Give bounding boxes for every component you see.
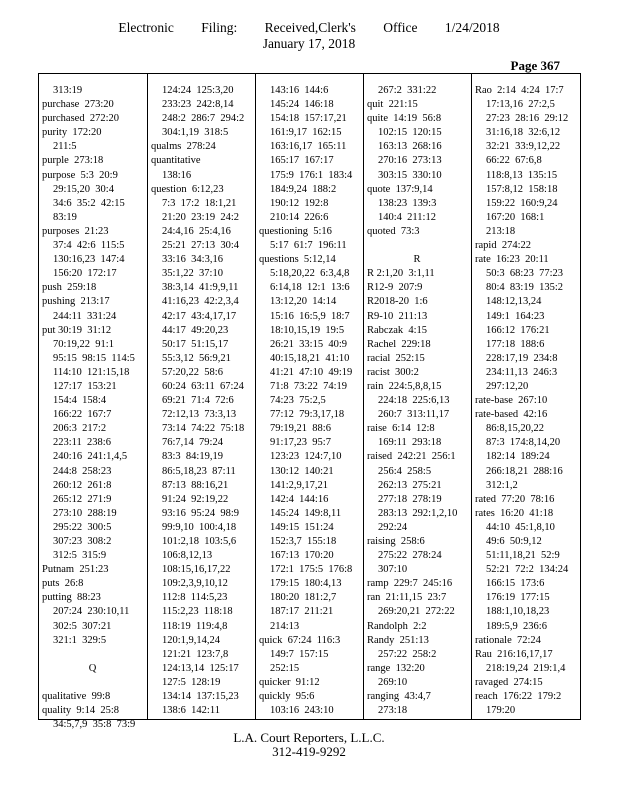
index-entry-continuation: 167:13 170:20 [270, 550, 334, 562]
filing-date: January 17, 2018 [262, 36, 356, 51]
index-entry-continuation: 266:18,21 288:16 [486, 465, 563, 477]
index-entry-continuation: 34:6 35:2 42:15 [53, 197, 125, 209]
index-entry-continuation: 130:12 140:21 [270, 465, 334, 477]
index-entry-continuation: 127:5 128:19 [162, 676, 221, 688]
index-entry-continuation: 124:13,14 125:17 [162, 662, 239, 674]
word-index-table [38, 73, 581, 731]
index-column [471, 74, 578, 719]
index-entry: quality 9:14 25:8 [42, 705, 119, 717]
index-entry-continuation: 214:13 [270, 620, 300, 632]
index-entry-continuation: 55:3,12 56:9,21 [162, 352, 231, 364]
index-entry-continuation: 138:23 139:3 [378, 197, 437, 209]
index-entry-continuation: 303:15 330:10 [378, 169, 442, 181]
index-entry-continuation: 269:10 [378, 676, 408, 688]
index-entry-continuation: 83:19 [53, 211, 77, 223]
index-entry: rate-base 267:10 [475, 395, 548, 407]
index-entry-continuation: 124:24 125:3,20 [162, 85, 234, 96]
index-entry-continuation: 37:4 42:6 115:5 [53, 240, 125, 252]
index-entry-continuation: 275:22 278:24 [378, 550, 442, 562]
index-entry-continuation: 304:1,19 318:5 [162, 127, 229, 139]
index-entry: reach 176:22 179:2 [475, 691, 562, 703]
index-entry-continuation: 156:20 172:17 [53, 268, 117, 280]
index-entry-continuation: 149:1 164:23 [486, 310, 545, 322]
index-column [363, 74, 470, 719]
index-entry-continuation: 210:14 226:6 [270, 211, 329, 223]
index-entry-continuation: 80:4 83:19 135:2 [486, 282, 564, 294]
index-entry-continuation: 307:10 [378, 564, 408, 576]
index-entry-continuation: 184:9,24 188:2 [270, 183, 337, 195]
index-entry-continuation: 91:24 92:19,22 [162, 493, 229, 505]
index-entry: rate 16:23 20:11 [475, 254, 549, 266]
index-column [147, 74, 254, 719]
index-entry-continuation: 248:2 286:7 294:2 [162, 113, 245, 125]
index-entry-continuation: 26:21 33:15 40:9 [270, 338, 348, 350]
index-entry-continuation: 120:1,9,14,24 [162, 634, 221, 646]
index-entry: Randy 251:13 [367, 634, 429, 646]
index-entry-continuation: 87:3 174:8,14,20 [486, 437, 561, 449]
index-entry: quicker 91:12 [259, 676, 320, 688]
index-entry-continuation: 207:24 230:10,11 [53, 606, 130, 618]
index-entry: R9-10 211:13 [367, 310, 428, 322]
index-entry-continuation: 265:12 271:9 [53, 493, 112, 505]
index-entry-continuation: 79:19,21 88:6 [270, 423, 331, 435]
index-entry-continuation: 154:18 157:17,21 [270, 113, 347, 125]
index-entry-continuation: 260:7 313:11,17 [378, 409, 450, 421]
index-entry-continuation: 213:18 [486, 225, 516, 237]
index-entry-continuation: 109:2,3,9,10,12 [162, 578, 228, 590]
index-entry-continuation: 159:22 160:9,24 [486, 197, 558, 209]
index-entry: puts 26:8 [42, 578, 84, 590]
index-entry-continuation: 86:5,18,23 87:11 [162, 465, 236, 477]
index-entry-continuation: 189:5,9 236:6 [486, 620, 547, 632]
index-entry: Rao 2:14 4:24 17:7 [475, 85, 564, 96]
index-entry-continuation: 157:8,12 158:18 [486, 183, 558, 195]
index-entry-continuation: 152:3,7 155:18 [270, 536, 337, 547]
index-entry-continuation: 190:12 192:8 [270, 197, 329, 209]
index-entry: quote 137:9,14 [367, 183, 433, 195]
filing-header-part: Filing: [201, 20, 238, 35]
index-entry-continuation: 228:17,19 234:8 [486, 352, 558, 364]
index-entry-continuation: 312:1,2 [486, 479, 518, 491]
index-entry-continuation: 44:10 45:1,8,10 [486, 521, 555, 533]
index-entry-continuation: 86:8,15,20,22 [486, 423, 545, 435]
index-entry-continuation: 6:14,18 12:1 13:6 [270, 282, 350, 294]
index-entry-continuation: 313:19 [53, 85, 83, 96]
footer-phone: 312-419-9292 [272, 744, 346, 759]
index-entry-continuation: 277:18 278:19 [378, 493, 442, 505]
index-entry-continuation: 234:11,13 246:3 [486, 366, 558, 378]
index-entry: rationale 72:24 [475, 634, 541, 646]
index-entry-continuation: 138:6 142:11 [162, 705, 220, 717]
index-entry-continuation: 218:19,24 219:1,4 [486, 662, 566, 674]
index-entry: qualitative 99:8 [42, 691, 111, 703]
index-entry-continuation: 70:19,22 91:1 [53, 338, 114, 350]
index-entry-continuation: 42:17 43:4,17,17 [162, 310, 237, 322]
page-number: Page 367 [510, 58, 560, 73]
index-entry-continuation: 5:18,20,22 6:3,4,8 [270, 268, 350, 280]
index-entry-continuation: 224:18 225:6,13 [378, 395, 450, 407]
index-entry-continuation: 57:20,22 58:6 [162, 366, 223, 378]
index-entry: raise 6:14 12:8 [367, 423, 435, 435]
index-entry-continuation: 163:13 268:16 [378, 141, 442, 153]
index-entry-continuation: 108:15,16,17,22 [162, 564, 231, 576]
index-entry-continuation: 44:17 49:20,23 [162, 324, 229, 336]
index-entry-continuation: 76:7,14 79:24 [162, 437, 223, 449]
index-entry-continuation: 165:17 167:17 [270, 155, 334, 167]
index-entry-continuation: 87:13 88:16,21 [162, 479, 229, 491]
index-entry-continuation: 321:1 329:5 [53, 634, 107, 646]
index-entry-continuation: 177:18 188:6 [486, 338, 545, 350]
index-entry-continuation: 166:22 167:7 [53, 409, 112, 421]
filing-header-part: Electronic [118, 20, 174, 35]
index-entry: put 30:19 31:12 [42, 324, 112, 336]
index-entry-continuation: 273:18 [378, 705, 408, 717]
index-entry-continuation: 270:16 273:13 [378, 155, 442, 167]
index-entry-continuation: 252:15 [270, 662, 300, 674]
index-entry-continuation: 256:4 258:5 [378, 465, 432, 477]
index-entry-continuation: 244:11 331:24 [53, 310, 117, 322]
index-section-letter: R [413, 254, 421, 266]
index-entry: rates 16:20 41:18 [475, 507, 554, 519]
index-entry: ran 21:11,15 23:7 [367, 592, 447, 604]
index-entry: rated 77:20 78:16 [475, 493, 555, 505]
index-entry-continuation: 179:15 180:4,13 [270, 578, 342, 590]
index-entry: quite 14:19 56:8 [367, 113, 442, 125]
index-entry: Rabczak 4:15 [367, 324, 428, 336]
index-entry-continuation: 18:10,15,19 19:5 [270, 324, 345, 336]
index-entry: raising 258:6 [367, 536, 425, 547]
index-entry-continuation: 176:19 177:15 [486, 592, 550, 604]
index-entry-continuation: 103:16 243:10 [270, 705, 334, 717]
index-entry-continuation: 60:24 63:11 67:24 [162, 380, 244, 392]
index-entry-continuation: 187:17 211:21 [270, 606, 334, 618]
index-entry-continuation: 50:3 68:23 77:23 [486, 268, 564, 280]
index-entry: pushing 213:17 [42, 296, 110, 308]
index-entry-continuation: 145:24 149:8,11 [270, 507, 342, 519]
index-entry-continuation: 262:13 275:21 [378, 479, 442, 491]
index-entry-continuation: 211:5 [53, 141, 77, 153]
index-entry-continuation: 257:22 258:2 [378, 648, 437, 660]
index-entry-continuation: 149:7 157:15 [270, 648, 329, 660]
index-entry-continuation: 35:1,22 37:10 [162, 268, 223, 280]
index-entry-continuation: 244:8 258:23 [53, 465, 112, 477]
index-entry: Randolph 2:2 [367, 620, 427, 632]
index-column [255, 74, 362, 719]
index-entry-continuation: 130:16,23 147:4 [53, 254, 125, 266]
index-entry-continuation: 106:8,12,13 [162, 550, 213, 562]
index-entry-continuation: 118:19 119:4,8 [162, 620, 228, 632]
index-entry-continuation: 27:23 28:16 29:12 [486, 113, 569, 125]
index-entry: questions 5:12,14 [259, 254, 336, 266]
index-entry-continuation: 33:16 34:3,16 [162, 254, 223, 266]
index-entry: question 6:12,23 [151, 183, 224, 195]
index-entry-continuation: 83:3 84:19,19 [162, 451, 223, 463]
index-entry-continuation: 51:11,18,21 52:9 [486, 550, 560, 562]
index-entry: purposes 21:23 [42, 225, 109, 237]
index-entry-continuation: 77:12 79:3,17,18 [270, 409, 345, 421]
index-section-letter: Q [88, 662, 97, 674]
filing-header-part: 1/24/2018 [444, 20, 500, 35]
index-entry-continuation: 24:4,16 25:4,16 [162, 225, 231, 237]
index-entry-continuation: 140:4 211:12 [378, 211, 436, 223]
index-entry-continuation: 34:5,7,9 35:8 73:9 [53, 719, 136, 731]
index-entry-continuation: 283:13 292:1,2,10 [378, 507, 458, 519]
index-entry-continuation: 166:12 176:21 [486, 324, 550, 336]
index-entry-continuation: 297:12,20 [486, 380, 529, 392]
index-entry-continuation: 38:3,14 41:9,9,11 [162, 282, 239, 294]
index-entry: Putnam 251:23 [42, 564, 109, 576]
index-entry: push 259:18 [42, 282, 97, 294]
index-entry-continuation: 273:10 288:19 [53, 507, 117, 519]
index-entry-continuation: 180:20 181:2,7 [270, 592, 337, 604]
index-entry-continuation: 267:2 331:22 [378, 85, 437, 96]
index-entry: purple 273:18 [42, 155, 104, 167]
index-entry-continuation: 169:11 293:18 [378, 437, 442, 449]
index-entry-continuation: 149:15 151:24 [270, 521, 334, 533]
index-entry-continuation: 31:16,18 32:6,12 [486, 127, 561, 139]
index-entry: quit 221:15 [367, 99, 418, 111]
index-entry-continuation: 91:17,23 95:7 [270, 437, 331, 449]
index-entry-continuation: 206:3 217:2 [53, 423, 107, 435]
index-entry: rate-based 42:16 [475, 409, 548, 421]
index-entry-continuation: 127:17 153:21 [53, 380, 117, 392]
index-entry-continuation: 138:16 [162, 169, 192, 181]
index-entry: racist 300:2 [367, 366, 419, 378]
index-entry-continuation: 49:6 50:9,12 [486, 536, 542, 547]
index-entry: questioning 5:16 [259, 225, 332, 237]
index-entry: quoted 73:3 [367, 225, 420, 237]
index-entry-continuation: 72:12,13 73:3,13 [162, 409, 237, 421]
index-entry-continuation: 52:21 72:2 134:24 [486, 564, 569, 576]
index-entry: purchase 273:20 [42, 99, 114, 111]
index-entry: R2018-20 1:6 [367, 296, 428, 308]
index-entry-continuation [39, 648, 146, 662]
index-entry-continuation: 73:14 74:22 75:18 [162, 423, 245, 435]
index-entry: purchased 272:20 [42, 113, 119, 125]
index-entry: R 2:1,20 3:1,11 [367, 268, 435, 280]
index-entry-continuation: 71:8 73:22 74:19 [270, 380, 348, 392]
index-entry: putting 88:23 [42, 592, 101, 604]
index-entry-continuation: 74:23 75:2,5 [270, 395, 326, 407]
index-entry-continuation: 292:24 [378, 521, 408, 533]
index-entry-continuation: 112:8 114:5,23 [162, 592, 228, 604]
index-entry-continuation: 161:9,17 162:15 [270, 127, 342, 139]
index-entry: racial 252:15 [367, 352, 425, 364]
index-entry-continuation: 29:15,20 30:4 [53, 183, 114, 195]
index-entry: ravaged 274:15 [475, 676, 543, 688]
index-entry-continuation: 7:3 17:2 18:1,21 [162, 197, 237, 209]
index-entry-continuation: 123:23 124:7,10 [270, 451, 342, 463]
index-entry: raised 242:21 256:1 [367, 451, 456, 463]
index-entry-continuation: 32:21 33:9,12,22 [486, 141, 561, 153]
index-entry: rain 224:5,8,8,15 [367, 380, 442, 392]
index-entry-continuation: 93:16 95:24 98:9 [162, 507, 240, 519]
index-entry-continuation: 115:2,23 118:18 [162, 606, 233, 618]
index-entry-continuation [39, 676, 146, 690]
index-entry-continuation: 25:21 27:13 30:4 [162, 240, 240, 252]
index-entry-continuation: 41:16,23 42:2,3,4 [162, 296, 239, 308]
index-entry-continuation: 17:13,16 27:2,5 [486, 99, 555, 111]
filing-header-part: Office [383, 20, 418, 35]
index-entry-continuation: 101:2,18 103:5,6 [162, 536, 237, 547]
index-entry-continuation: 175:9 176:1 183:4 [270, 169, 353, 181]
index-entry-continuation: 154:4 158:4 [53, 395, 107, 407]
index-entry: ramp 229:7 245:16 [367, 578, 453, 590]
index-entry-continuation: 172:1 175:5 176:8 [270, 564, 353, 576]
index-entry-continuation: 40:15,18,21 41:10 [270, 352, 350, 364]
index-entry: range 132:20 [367, 662, 425, 674]
index-entry-continuation: 223:11 238:6 [53, 437, 111, 449]
index-entry-continuation: 182:14 189:24 [486, 451, 550, 463]
index-entry-continuation: 41:21 47:10 49:19 [270, 366, 353, 378]
index-entry-continuation: 21:20 23:19 24:2 [162, 211, 240, 223]
index-entry-continuation: 118:8,13 135:15 [486, 169, 558, 181]
index-entry-continuation: 145:24 146:18 [270, 99, 334, 111]
index-entry: quickly 95:6 [259, 691, 315, 703]
index-entry-continuation [364, 239, 470, 253]
index-entry-continuation: 121:21 123:7,8 [162, 648, 229, 660]
index-entry-continuation: 66:22 67:6,8 [486, 155, 542, 167]
index-entry-continuation: 15:16 16:5,9 18:7 [270, 310, 350, 322]
index-entry-continuation: 114:10 121:15,18 [53, 366, 130, 378]
index-entry: purity 172:20 [42, 127, 102, 139]
index-entry-continuation: 134:14 137:15,23 [162, 691, 239, 703]
index-entry-continuation: 188:1,10,18,23 [486, 606, 550, 618]
index-entry-continuation: 269:20,21 272:22 [378, 606, 455, 618]
index-entry-continuation: 302:5 307:21 [53, 620, 112, 632]
index-entry-continuation: 240:16 241:1,4,5 [53, 451, 128, 463]
index-entry-continuation: 233:23 242:8,14 [162, 99, 234, 111]
index-entry-continuation: 148:12,13,24 [486, 296, 542, 308]
index-entry-continuation: 167:20 168:1 [486, 211, 545, 223]
index-entry: quantitative [151, 155, 201, 167]
index-entry: rapid 274:22 [475, 240, 531, 252]
index-entry: Rau 216:16,17,17 [475, 648, 553, 660]
index-entry: qualms 278:24 [151, 141, 216, 153]
index-entry: quick 67:24 116:3 [259, 634, 341, 646]
index-entry-continuation: 260:12 261:8 [53, 479, 112, 491]
index-entry-continuation: 102:15 120:15 [378, 127, 442, 139]
index-entry-continuation: 295:22 300:5 [53, 521, 112, 533]
index-entry-continuation: 142:4 144:16 [270, 493, 329, 505]
footer-company: L.A. Court Reporters, L.L.C. [233, 730, 385, 745]
index-entry-continuation: 307:23 308:2 [53, 536, 112, 547]
index-entry-continuation: 166:15 173:6 [486, 578, 545, 590]
index-entry: purpose 5:3 20:9 [42, 169, 118, 181]
index-entry: ranging 43:4,7 [367, 691, 431, 703]
index-entry-continuation: 143:16 144:6 [270, 85, 329, 96]
index-entry-continuation: 69:21 71:4 72:6 [162, 395, 234, 407]
index-entry-continuation: 95:15 98:15 114:5 [53, 352, 135, 364]
index-entry-continuation: 50:17 51:15,17 [162, 338, 229, 350]
index-entry-continuation: 163:16,17 165:11 [270, 141, 347, 153]
index-entry-continuation: 141:2,9,17,21 [270, 479, 329, 491]
index-entry-continuation: 13:12,20 14:14 [270, 296, 337, 308]
index-entry-continuation: 312:5 315:9 [53, 550, 107, 562]
index-entry-continuation: 5:17 61:7 196:11 [270, 240, 347, 252]
index-entry-continuation: 179:20 [486, 705, 516, 717]
index-entry: Rachel 229:18 [367, 338, 431, 350]
filing-header-part: Received,Clerk's [264, 20, 356, 35]
index-entry-continuation: 99:9,10 100:4,18 [162, 521, 237, 533]
filing-header [0, 20, 618, 36]
index-column [39, 74, 146, 731]
index-entry: R12-9 207:9 [367, 282, 423, 294]
